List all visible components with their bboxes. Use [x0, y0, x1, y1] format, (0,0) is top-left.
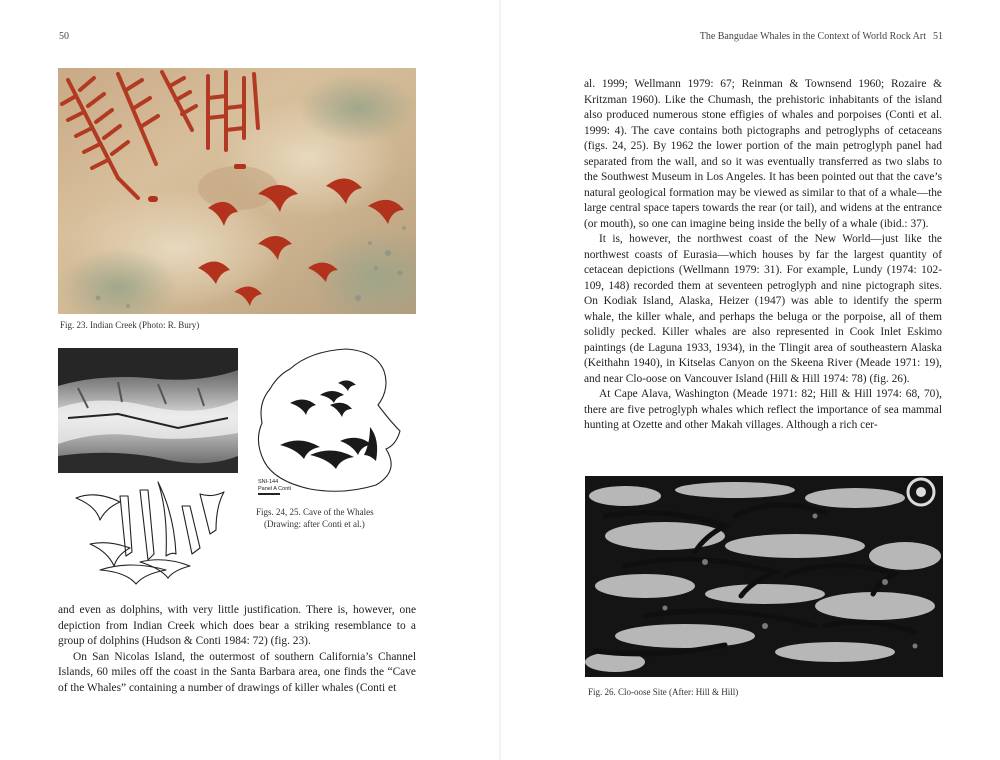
right-page-number: 51 — [933, 31, 943, 42]
map-label-line1: SNI-144 — [258, 479, 279, 485]
right-page-body-text — [584, 77, 942, 434]
figures-24-25-caption-line2: (Drawing: after Conti et al.) — [264, 519, 365, 529]
left-paragraph-2: On San Nicolas Island, the outermost of southern California’s Channel Islands, 60 miles off the coast in the Santa Barbara area, one finds the “Cave of the Whales” containing a number of drawings of killer whales (Conti et — [58, 650, 416, 694]
right-paragraph-2: It is, however, the northwest coast of the New World—just like the northwest coasts of Eurasia—which houses by far the largest quantity of cetacean depictions (Wellmann 1979: 31). For example, Lundy (1974: 102-109, 148) recorded them at seventeen petroglyph and nine pictograph sites. On Kodiak Island, Alaska, Heizer (1947) was able to identify the sperm whale, the killer whale, and perhaps the beluga or the porpoise, all of them solidly pecked. Killer whales are also represented in Cook Inlet Eskimo paintings (de Laguna 1933, 1934), in the Tlingit area of southeastern Alaska (Keithahn 1940), in Kitselas Canyon on the Skeena River (Meade 1971: 19), and near Clo-oose on Vancouver Island (Hill & Hill 1974: 78) (fig. 26). — [584, 233, 942, 385]
right-paragraph-3: At Cape Alava, Washington (Meade 1971: 82; Hill & Hill 1974: 68, 70), there are five petroglyph whales which reflect the importance of sea mammal hunting at Ozette and other Makah villages. Although a rich cer- — [584, 388, 942, 431]
figure-26-clo-oose-petroglyph — [585, 476, 943, 677]
map-label-line2: Panel A Conti — [258, 486, 292, 492]
right-paragraph-1: al. 1999; Wellmann 1979: 67; Reinman & Townsend 1960; Rozaire & Kritzman 1960). Like the Chumash, the prehistoric inhabitants of the island also produced numerous stone effigies of whales and porpoises (Conti et al. 1999: 4). The cave contains both pictographs and petroglyphs of cetaceans (figs. 24, 25). By 1962 the lower portion of the main petroglyph panel had separated from the wall, and so it was eventually transferred as two slabs to the Southwest Museum in Los Angeles. It has been pointed out that the cave’s natural geological formation may be viewed as similar to that of a whale—the large central space tapers towards the rear (or tail), and widens at the entrance (or mouth), so one can imagine being inside the belly of a whale (ibid.: 37). — [584, 78, 942, 230]
figure-24-whale-sketch — [70, 478, 240, 590]
figure-25-cave-outline — [250, 345, 410, 500]
figures-24-25-caption — [256, 506, 406, 530]
right-running-head — [693, 31, 943, 42]
left-page-body-text — [58, 603, 416, 696]
running-head-title: The Bangudae Whales in the Context of World Rock Art — [699, 31, 926, 42]
left-paragraph-1: and even as dolphins, with very little justification. There is, however, one depiction from Indian Creek which does bear a striking resemblance to a group of dolphins (Hudson & Conti 1984: 72) (fig. 23). — [58, 604, 416, 647]
figure-26-caption: Fig. 26. Clo-oose Site (After: Hill & Hill) — [588, 687, 739, 697]
left-page-number: 50 — [59, 31, 69, 42]
figure-23-indian-creek-photo — [58, 68, 416, 314]
figure-23-caption: Fig. 23. Indian Creek (Photo: R. Bury) — [60, 320, 200, 330]
figures-24-25-caption-line1: Figs. 24, 25. Cave of the Whales — [256, 507, 374, 517]
figure-24-cave-photo — [58, 348, 238, 473]
book-gutter — [499, 0, 501, 760]
